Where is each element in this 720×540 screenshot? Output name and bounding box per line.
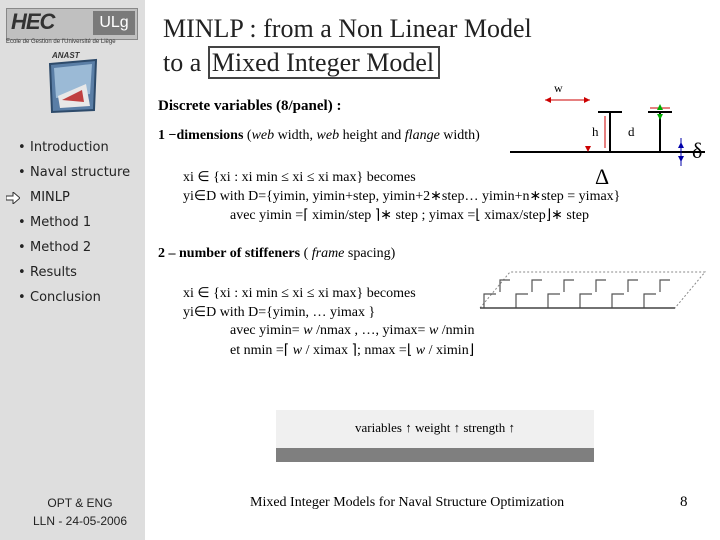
nav-item-minlp[interactable] (18, 190, 70, 205)
footer-title: Mixed Integer Models for Naval Structure Optimization (250, 495, 565, 510)
sidebar (0, 0, 145, 540)
nav-item-label: Introduction (30, 140, 109, 155)
discrete-variables-heading: Discrete variables (8/panel) : (158, 98, 342, 114)
anast-logo-label: ANAST (52, 51, 80, 60)
anast-logo-icon (46, 54, 100, 116)
hec-ulg-logo (6, 8, 138, 40)
label-h: h (592, 124, 599, 139)
label-w: w (554, 81, 563, 95)
logo-hec-text: HEC (11, 9, 55, 34)
nav-item-method-1[interactable]: • Method 1 (18, 215, 92, 230)
formula-line-6: avec yimin= w /nmax , …, yimax= w /nmin (230, 323, 475, 338)
label-delta-small: δ (692, 138, 703, 163)
label-delta-big: Δ (595, 164, 610, 189)
nav-item-label: Conclusion (30, 290, 101, 305)
current-arrow-icon (6, 192, 20, 204)
page-number: 8 (680, 494, 688, 510)
formula-line-5: yi∈D with D={yimin, … yimax } (183, 305, 376, 320)
nav-item-introduction[interactable]: • Introduction (18, 140, 109, 155)
footer-conference-date: LLN - 24-05-2006 (32, 514, 128, 528)
footer-conference-name: OPT & ENG (47, 496, 113, 510)
slide-title-line2: to a Mixed Integer Model (163, 46, 532, 80)
nav-item-label: MINLP (30, 190, 70, 205)
dimensions-line: 1 −dimensions (web width, web height and flange width) (158, 128, 480, 143)
slide-title-boxed: Mixed Integer Model (208, 46, 440, 79)
label-d: d (628, 124, 635, 139)
nav-item-label: Results (30, 265, 77, 280)
nav-item-naval-structure[interactable]: • Naval structure (18, 165, 131, 180)
nav-item-label: Method 1 (30, 215, 92, 230)
formula-line-4: xi ∈ {xi : xi min ≤ xi ≤ xi max} becomes (183, 286, 416, 301)
nav-item-label: Naval structure (30, 165, 131, 180)
slide-title-line1: MINLP : from a Non Linear Model (163, 14, 532, 43)
formula-line-2: yi∈D with D={yimin, yimin+step, yimin+2∗step… yimin+n∗step = yimax} (183, 189, 621, 204)
formula-line-3: avec yimin =⌈ ximin/step ⌉∗ step ; yimax =⌊ ximax/step⌋∗ step (230, 208, 589, 223)
stiffened-panel-diagram (470, 262, 710, 318)
logo-ulg-text: ULg (93, 11, 135, 35)
logo-subtitle: Ecole de Gestion de l'Université de Liège (6, 39, 116, 45)
stiffener-profile-diagram (500, 80, 715, 190)
nav-item-label: Method 2 (30, 240, 92, 255)
footer-conference (20, 494, 140, 530)
nav-item-method-2[interactable]: • Method 2 (18, 240, 92, 255)
nav-item-results[interactable]: • Results (18, 265, 77, 280)
variables-summary: variables ↑ weight ↑ strength ↑ (355, 420, 515, 435)
formula-line-1: xi ∈ {xi : xi min ≤ xi ≤ xi max} becomes (183, 170, 416, 185)
formula-line-7: et nmin =⌈ w / ximax ⌉; nmax =⌊ w / ximin⌋ (230, 343, 475, 358)
stiffeners-line: 2 – number of stiffeners ( frame spacing) (158, 246, 396, 261)
slide-title (163, 12, 532, 80)
nav-item-conclusion[interactable]: • Conclusion (18, 290, 101, 305)
